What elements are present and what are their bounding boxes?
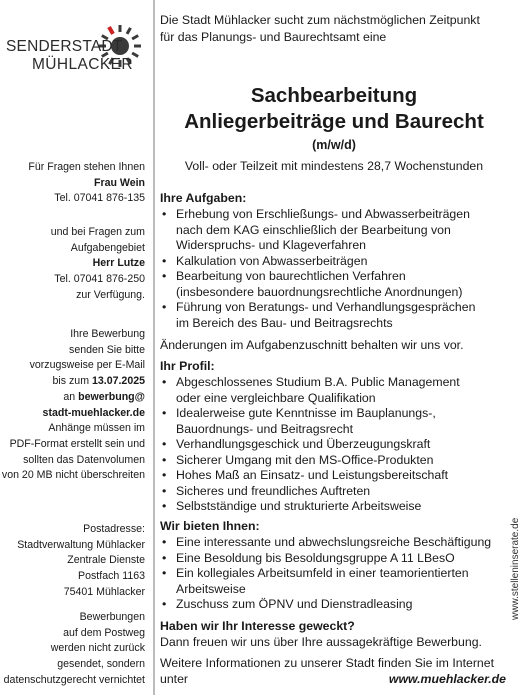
job-title-line1: Sachbearbeitung <box>250 84 418 107</box>
offer-list <box>160 535 491 613</box>
apply-block <box>2 327 145 484</box>
intro-line: Die Stadt Mühlacker sucht zum nächstmöglichen Zeitpunkt <box>160 13 480 27</box>
list-item: • Eine interessante und abwechslungsreiche Beschäftigung <box>162 535 492 549</box>
apply-line: PDF-Format erstellt sein und <box>9 437 145 450</box>
list-item: Widerspruchs- und Klageverfahren <box>176 238 367 252</box>
contact-block-2 <box>51 225 145 304</box>
tasks-list <box>160 207 475 331</box>
apply-line: Anhänge müssen im <box>48 422 145 435</box>
list-item: • Eine Besoldung bis Besoldungsgruppe A 11 LBesO <box>162 550 455 565</box>
tasks-note: Änderungen im Aufgabenzuschnitt behalten wir uns vor. <box>160 338 464 352</box>
side-stamp-text: www.stelleninserate.de <box>510 517 521 620</box>
apply-deadline-prefix: bis zum <box>52 375 90 388</box>
apply-deadline-line <box>2 374 145 390</box>
contact2-phone: Tel. 07041 876-250 <box>54 273 145 286</box>
postal-line: Stadtverwaltung Mühlacker <box>17 538 145 551</box>
contact2-line: Aufgabengebiet <box>70 241 145 254</box>
list-item: • Ein kollegiales Arbeitsumfeld in einer teamorientierten <box>162 566 469 580</box>
intro-line: für das Planungs- und Baurechtsamt eine <box>160 30 387 44</box>
list-item: • Hohes Maß an Einsatz- und Leistungsbereitschaft <box>162 468 449 482</box>
list-item: im Bereich des Bau- und Beitragsrechts <box>176 315 393 330</box>
apply-email-line <box>2 390 145 406</box>
postal-line: 75401 Mühlacker <box>63 585 145 598</box>
list-item: oder eine vergleichbare Qualifikation <box>176 390 376 405</box>
profile-heading: Ihr Profil: <box>160 359 215 373</box>
apply-line: vorzugsweise per E-Mail <box>29 359 145 372</box>
contact1-phone: Tel. 07041 876-135 <box>54 192 145 205</box>
logo-line1: SENDERSTADT <box>6 38 123 55</box>
contact2-name: Herr Lutze <box>92 257 145 270</box>
note-line: datenschutzgerecht vernichtet <box>3 673 145 686</box>
apply-deadline: 13.07.2025 <box>91 375 145 388</box>
logo <box>6 24 146 76</box>
list-item: (insbesondere bauordnungsrechtliche Anordnungen) <box>176 284 463 299</box>
contact2-line: und bei Fragen zum <box>50 226 145 238</box>
apply-email-link[interactable]: bewerbung@ <box>78 390 145 403</box>
job-title-line2: Anliegerbeiträge und Baurecht <box>184 110 484 133</box>
postal-line: Postfach 1163 <box>78 570 145 583</box>
offer-heading: Wir bieten Ihnen: <box>160 519 260 533</box>
postal-block <box>17 522 145 601</box>
job-subtitle: Voll- oder Teilzeit mit mindestens 28,7 Wochenstunden <box>184 159 484 173</box>
interest-text: Dann freuen wir uns über Ihre aussagekräftige Bewerbung. <box>160 635 482 649</box>
apply-line: von 20 MB nicht überschreiten <box>1 469 145 482</box>
more-info-line1: Weitere Informationen zu unserer Stadt finden Sie im Internet <box>160 656 495 670</box>
contact2-line: zur Verfügung. <box>76 288 145 301</box>
interest-heading: Haben wir Ihr Interesse geweckt? <box>160 619 355 633</box>
list-item: • Sicheres und freundliches Auftreten <box>162 483 371 498</box>
apply-line: Ihre Bewerbung <box>70 328 145 340</box>
list-item: • Bearbeitung von baurechtlichen Verfahren <box>162 269 406 283</box>
tasks-heading: Ihre Aufgaben: <box>160 191 247 205</box>
list-item: Bauordnungs- und Beitragsrecht <box>176 421 354 436</box>
postal-line: Postadresse: <box>83 523 145 535</box>
list-item: • Selbstständige und strukturierte Arbeitsweise <box>162 499 422 513</box>
list-item: • Abgeschlossenes Studium B.A. Public Management <box>162 375 460 389</box>
apply-line: senden Sie bitte <box>69 343 145 356</box>
contact-block-1 <box>28 160 145 207</box>
website-link[interactable]: www.muehlacker.de <box>388 672 506 686</box>
list-item: • Sicherer Umgang mit den MS-Office-Produkten <box>162 452 434 467</box>
more-info-line2: unter <box>160 672 189 686</box>
postal-line: Zentrale Dienste <box>67 554 145 567</box>
apply-email-prefix: an <box>63 390 76 403</box>
list-item: Arbeitsweise <box>176 581 246 596</box>
apply-email-domain[interactable]: stadt-muehlacker.de <box>42 406 145 419</box>
list-item: • Führung von Beratungs- und Verhandlungsgesprächen <box>162 300 476 314</box>
list-item: • Kalkulation von Abwasserbeiträgen <box>162 253 368 268</box>
list-item: • Verhandlungsgeschick und Überzeugungskraft <box>162 437 431 451</box>
contact1-line: Für Fragen stehen Ihnen <box>28 161 145 173</box>
gender-note: (m/w/d) <box>312 138 356 152</box>
note-line: Bewerbungen <box>79 611 145 623</box>
sidebar <box>0 0 155 695</box>
intro-text <box>160 12 480 46</box>
list-item: • Zuschuss zum ÖPNV und Dienstradleasing <box>162 597 413 611</box>
apply-line: sollten das Datenvolumen <box>23 453 145 466</box>
note-line: werden nicht zurück <box>50 642 145 655</box>
list-item: • Idealerweise gute Kenntnisse im Bauplanungs-, <box>162 406 436 420</box>
side-stamp <box>509 480 523 620</box>
note-line: gesendet, sondern <box>57 658 145 671</box>
list-item: • Erhebung von Erschließungs- und Abwasserbeiträgen <box>162 207 470 221</box>
list-item: nach dem KAG einschließlich der Bearbeitung von <box>176 222 451 237</box>
contact1-name: Frau Wein <box>93 176 145 189</box>
note-line: auf dem Postweg <box>63 626 145 639</box>
profile-list <box>160 375 460 515</box>
main-content <box>160 0 518 695</box>
logo-line2: MÜHLACKER <box>32 56 133 73</box>
postal-note-block <box>4 610 145 689</box>
